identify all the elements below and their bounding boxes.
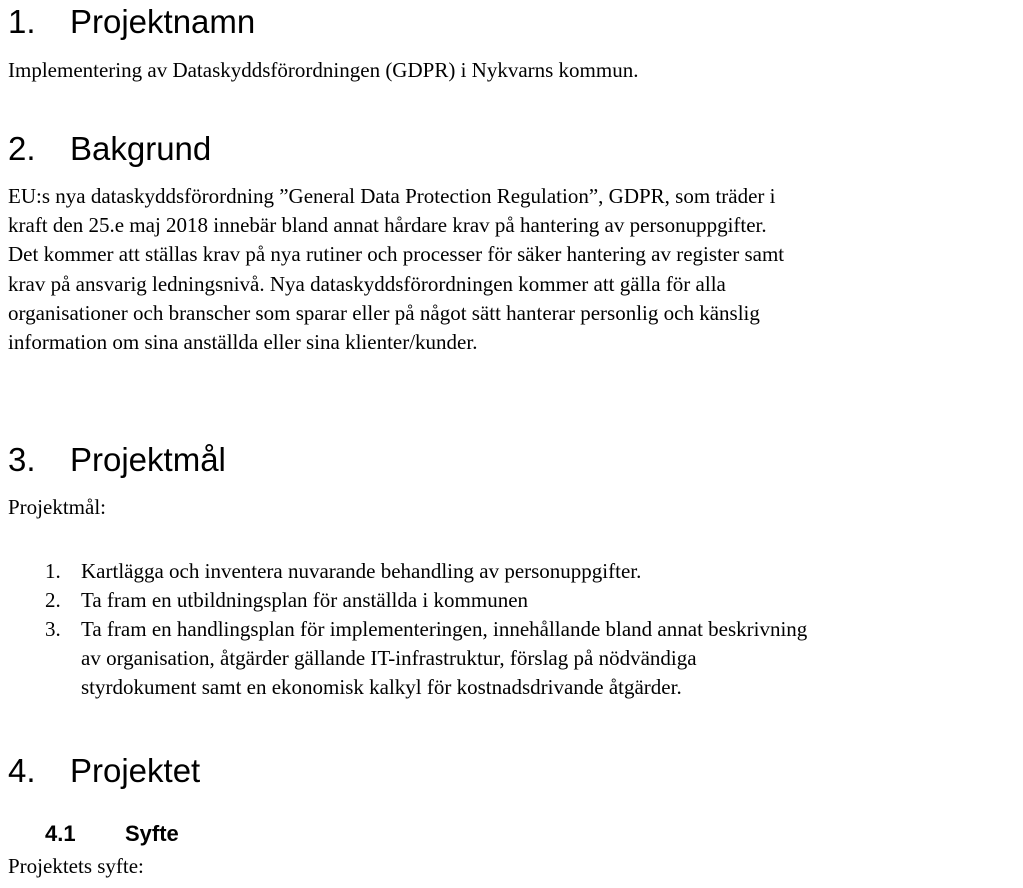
section-1-number: 1.	[8, 3, 36, 40]
goal-number: 2.	[45, 588, 61, 612]
background-line: kraft den 25.e maj 2018 innebär bland annat hårdare krav på hantering av personuppgifter.	[8, 213, 767, 238]
section-4-heading	[8, 751, 200, 791]
section-3-title: Projektmål	[70, 441, 226, 478]
section-3-heading	[8, 440, 226, 480]
section-1-heading	[8, 2, 255, 42]
subsection-4-1-number: 4.1	[45, 821, 76, 846]
section-2-number: 2.	[8, 130, 36, 167]
background-line: krav på ansvarig ledningsnivå. Nya dataskyddsförordningen kommer att gälla för alla	[8, 271, 726, 296]
section-4-number: 4.	[8, 752, 36, 789]
goal-text: styrdokument samt en ekonomisk kalkyl för kostnadsdrivande åtgärder.	[81, 675, 682, 699]
project-name-text: Implementering av Dataskyddsförordningen (GDPR) i Nykvarns kommun.	[8, 58, 639, 82]
background-line: EU:s nya dataskyddsförordning ”General Data Protection Regulation”, GDPR, som träder i	[8, 184, 776, 208]
goal-number: 3.	[45, 617, 61, 641]
background-line: Det kommer att ställas krav på nya rutiner och processer för säker hantering av register samt	[8, 242, 785, 267]
goal-number: 1.	[45, 559, 61, 583]
goal-text: Kartlägga och inventera nuvarande behandling av personuppgifter.	[81, 559, 642, 583]
subsection-4-1-heading	[45, 820, 179, 848]
background-paragraph	[8, 182, 784, 357]
background-line: information om sina anställda eller sina klienter/kunder.	[8, 330, 478, 355]
background-line: organisationer och branscher som sparar eller på något sätt hanterar personlig och känslig	[8, 300, 760, 325]
list-item	[45, 586, 807, 615]
subsection-4-1-title: Syfte	[125, 821, 179, 846]
project-goals-list	[45, 557, 807, 702]
section-2-heading	[8, 129, 211, 169]
section-1-title: Projektnamn	[70, 3, 256, 40]
list-item	[45, 615, 807, 702]
goal-text: av organisation, åtgärder gällande IT-infrastruktur, förslag på nödvändiga	[81, 646, 697, 670]
section-3-number: 3.	[8, 441, 36, 478]
section-4-title: Projektet	[70, 752, 201, 789]
project-goals-intro: Projektmål:	[8, 495, 106, 519]
list-item	[45, 557, 807, 586]
section-2-title: Bakgrund	[70, 130, 212, 167]
goal-text: Ta fram en handlingsplan för implementeringen, innehållande bland annat beskrivning	[81, 617, 808, 641]
project-purpose-intro: Projektets syfte:	[8, 854, 144, 878]
goal-text: Ta fram en utbildningsplan för anställda i kommunen	[81, 588, 529, 612]
